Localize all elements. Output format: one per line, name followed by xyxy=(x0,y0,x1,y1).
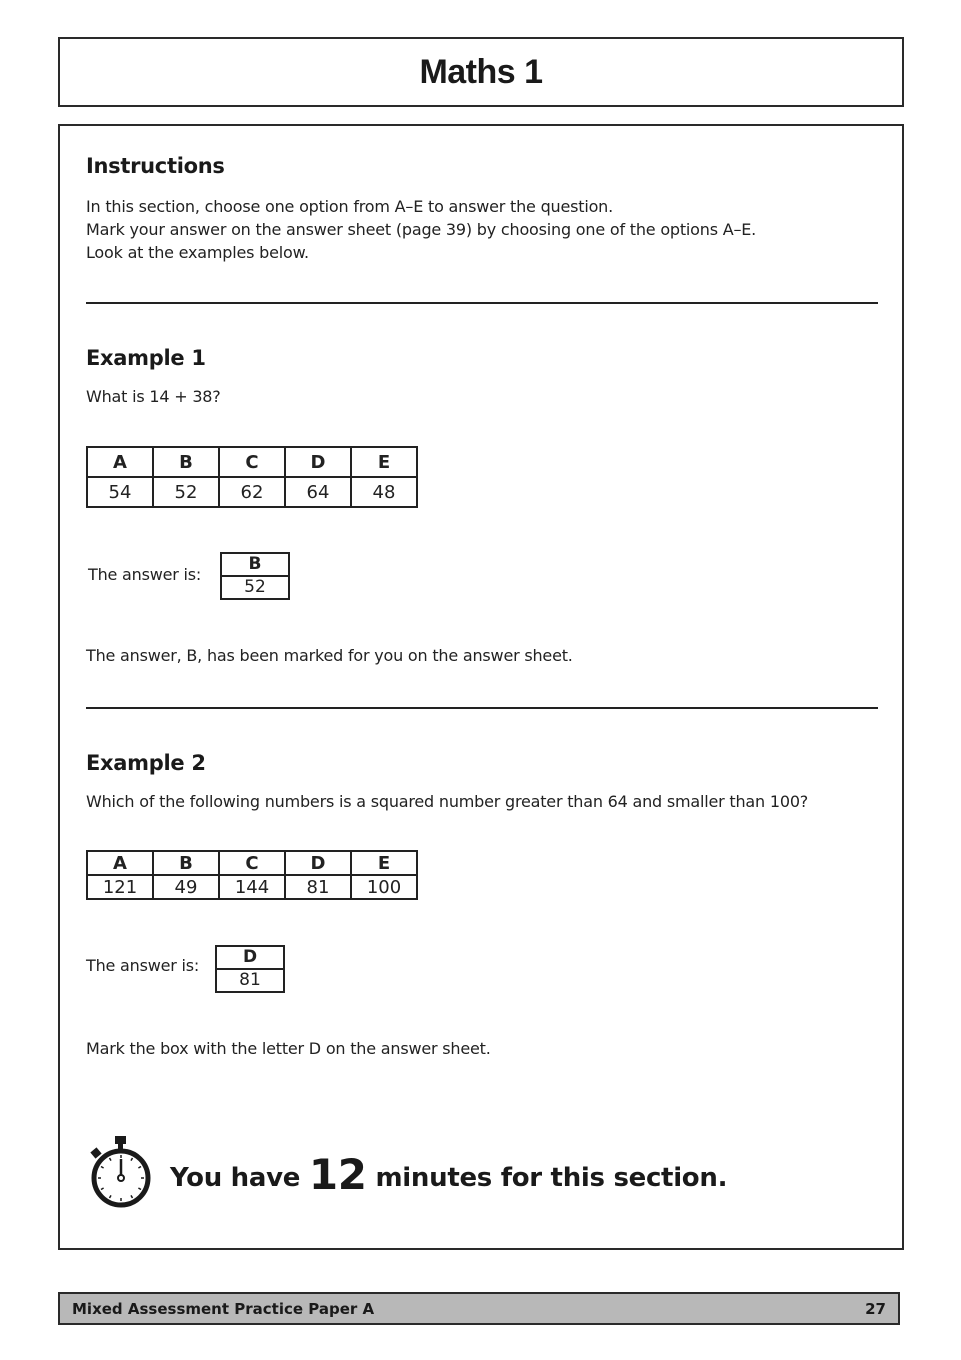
option-letter: D xyxy=(285,851,351,875)
time-allowance xyxy=(86,1134,727,1214)
timer-minutes: 12 xyxy=(308,1149,367,1199)
example-1-options-table xyxy=(86,446,418,508)
timer-prefix: You have xyxy=(170,1162,301,1193)
option-letter: A xyxy=(87,447,153,477)
option-value: 48 xyxy=(351,477,417,507)
option-value: 54 xyxy=(87,477,153,507)
example-2-question: Which of the following numbers is a squared number greater than 64 and smaller than 100? xyxy=(86,792,809,811)
page-title: Maths 1 xyxy=(419,52,543,91)
example-2-options-table xyxy=(86,850,418,900)
section-content xyxy=(58,124,904,1250)
answer-value: 81 xyxy=(239,970,261,990)
example-1-answer-label: The answer is: xyxy=(88,565,202,584)
example-2-note: Mark the box with the letter D on the answer sheet. xyxy=(86,1039,491,1058)
option-value: 121 xyxy=(87,875,153,899)
divider xyxy=(86,707,878,709)
stopwatch-icon xyxy=(86,1134,154,1214)
instructions-line: Look at the examples below. xyxy=(86,243,309,262)
option-value: 62 xyxy=(219,477,285,507)
example-1-answer-box xyxy=(220,552,290,600)
instructions-line: Mark your answer on the answer sheet (page 39) by choosing one of the options A–E. xyxy=(86,220,757,239)
example-1-question: What is 14 + 38? xyxy=(86,387,221,406)
option-value: 49 xyxy=(153,875,219,899)
answer-letter: B xyxy=(222,554,288,577)
divider xyxy=(86,302,878,304)
instructions-line: In this section, choose one option from A–E to answer the question. xyxy=(86,197,613,216)
option-value: 81 xyxy=(285,875,351,899)
option-value: 100 xyxy=(351,875,417,899)
example-1-heading: Example 1 xyxy=(86,346,206,370)
option-letter: B xyxy=(153,447,219,477)
page-footer xyxy=(58,1292,900,1325)
example-2-heading: Example 2 xyxy=(86,751,206,775)
example-2-answer-label: The answer is: xyxy=(86,956,200,975)
option-value: 64 xyxy=(285,477,351,507)
answer-letter: D xyxy=(217,947,283,970)
option-letter: D xyxy=(285,447,351,477)
option-letter: A xyxy=(87,851,153,875)
time-allowance-text xyxy=(170,1150,727,1199)
timer-suffix: minutes for this section. xyxy=(375,1162,728,1193)
instructions-heading: Instructions xyxy=(86,154,225,178)
answer-value: 52 xyxy=(244,577,266,597)
option-value: 52 xyxy=(153,477,219,507)
footer-page-number: 27 xyxy=(865,1299,886,1318)
option-letter: C xyxy=(219,447,285,477)
option-letter: E xyxy=(351,447,417,477)
example-1-note: The answer, B, has been marked for you on the answer sheet. xyxy=(86,646,573,665)
option-letter: E xyxy=(351,851,417,875)
option-value: 144 xyxy=(219,875,285,899)
title-box xyxy=(58,37,904,107)
option-letter: C xyxy=(219,851,285,875)
instructions-text xyxy=(86,195,756,264)
footer-paper-name: Mixed Assessment Practice Paper A xyxy=(72,1299,375,1318)
example-2-answer-box xyxy=(215,945,285,993)
option-letter: B xyxy=(153,851,219,875)
